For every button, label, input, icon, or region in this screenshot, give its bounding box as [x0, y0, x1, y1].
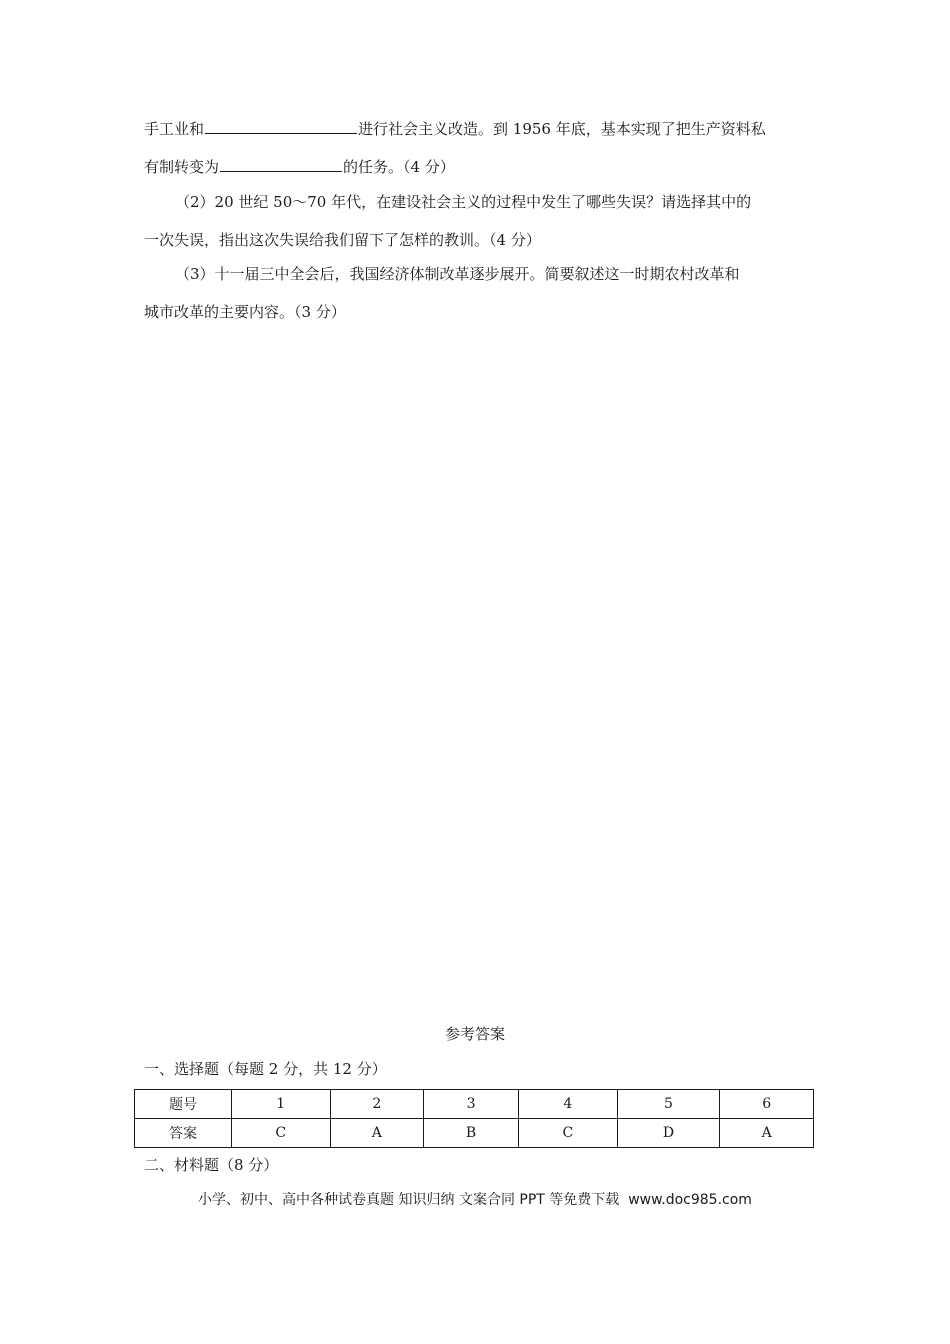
footer-banner [0, 1190, 950, 1210]
footer-text: 小学、初中、高中各种试卷真题 知识归纳 文案合同 PPT 等免费下载 [198, 1192, 620, 1208]
fill-blank [220, 157, 342, 172]
section-1-heading: 一、选择题（每题 2 分，共 12 分） [144, 1060, 387, 1078]
table-cell: 题号 [135, 1090, 232, 1119]
table-cell: B [424, 1119, 519, 1148]
fill-blank [205, 119, 357, 134]
text-segment: 进行社会主义改造。到 1956 年底，基本实现了把生产资料私 [358, 120, 766, 138]
question-3-line-2: 城市改革的主要内容。（3 分） [144, 303, 346, 321]
question-line-2 [144, 157, 809, 177]
footer-link[interactable]: www.doc985.com [628, 1192, 752, 1208]
question-3-line-1: （3）十一届三中全会后，我国经济体制改革逐步展开。简要叙述这一时期农村改革和 [175, 265, 740, 283]
table-cell: 3 [424, 1090, 519, 1119]
text-segment: 有制转变为 [144, 158, 220, 176]
question-2-line-1: （2）20 世纪 50～70 年代，在建设社会主义的过程中发生了哪些失误？请选择其中的 [175, 193, 752, 211]
table-cell: 4 [519, 1090, 618, 1119]
question-2-line-2: 一次失误，指出这次失误给我们留下了怎样的教训。（4 分） [144, 231, 541, 249]
table-cell: 答案 [135, 1119, 232, 1148]
table-cell: 2 [330, 1090, 424, 1119]
table-cell: 1 [232, 1090, 331, 1119]
table-cell: D [617, 1119, 720, 1148]
question-line-1 [144, 119, 809, 139]
table-cell: A [330, 1119, 424, 1148]
table-cell: C [519, 1119, 618, 1148]
table-cell: C [232, 1119, 331, 1148]
section-2-heading: 二、材料题（8 分） [144, 1156, 279, 1174]
table-cell: 6 [720, 1090, 814, 1119]
answer-table [134, 1089, 814, 1148]
answers-title: 参考答案 [444, 1025, 505, 1043]
table-row [135, 1090, 814, 1119]
table-cell: A [720, 1119, 814, 1148]
text-segment: 的任务。（4 分） [343, 158, 455, 176]
table-row [135, 1119, 814, 1148]
text-segment: 手工业和 [144, 120, 205, 138]
table-cell: 5 [617, 1090, 720, 1119]
